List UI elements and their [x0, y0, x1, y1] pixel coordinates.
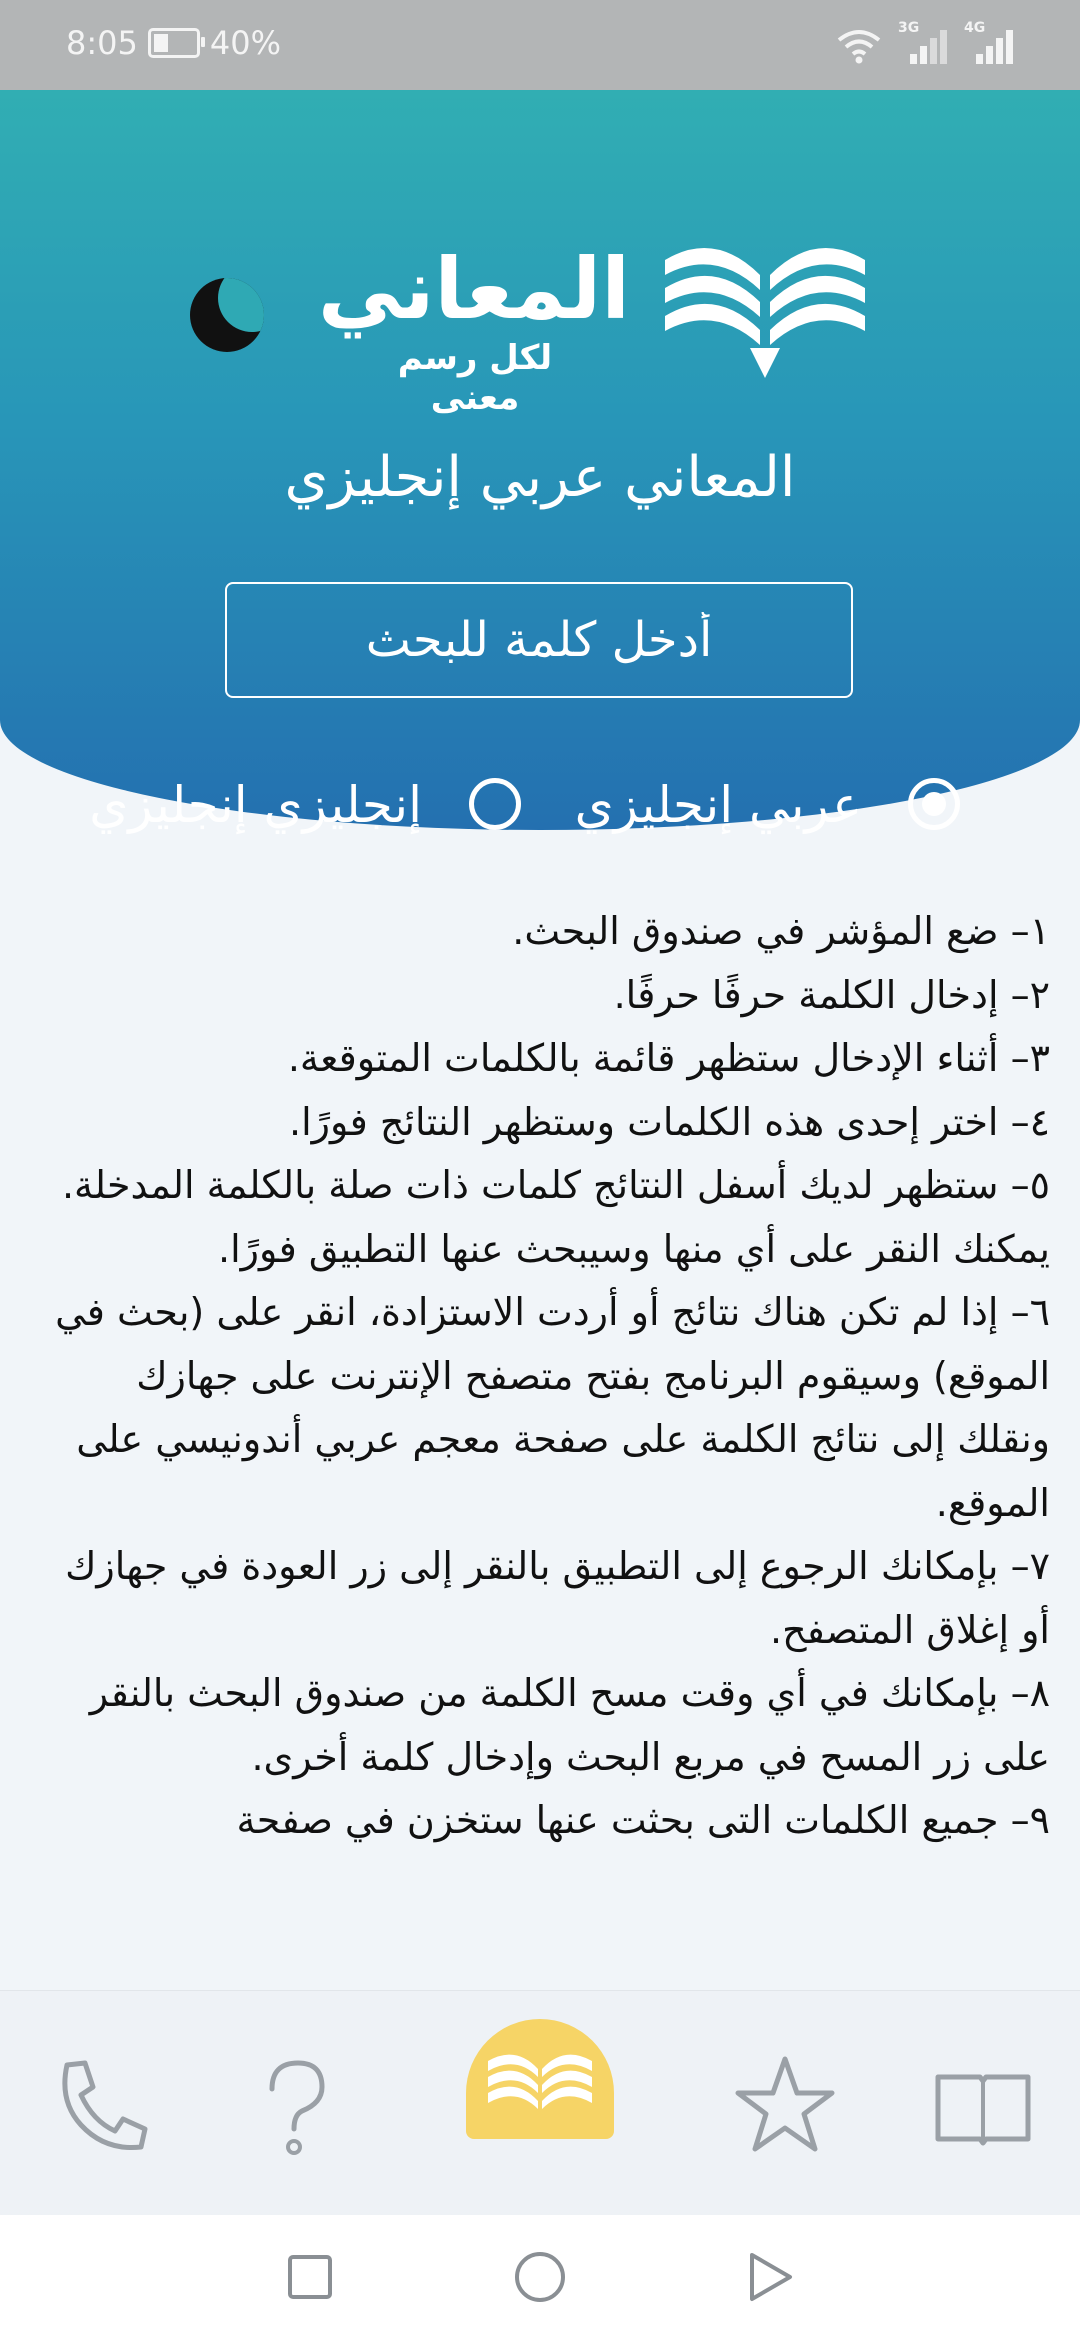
instruction-item: ٦– إذا لم تكن هناك نتائج أو أردت الاستزادة، انقر على (بحث في الموقع) وسيقوم البرنامج بفتح متصفح الإنترنت على جهازك ونقلك إلى نتائج الكلمة على صفحة معجم عربي أندونيسي على الموقع.	[55, 1290, 1050, 1525]
dark-mode-moon-icon[interactable]	[190, 278, 264, 352]
search-input[interactable]	[225, 582, 853, 698]
bottom-nav	[0, 1990, 1080, 2216]
app-header	[0, 90, 1080, 834]
status-right	[836, 20, 1014, 64]
radio-arabic-english[interactable]	[908, 778, 960, 830]
instruction-item: ٢– إدخال الكلمة حرفًا حرفًا.	[613, 972, 1050, 1017]
status-bar	[0, 0, 1080, 90]
open-book-logo-icon	[655, 230, 875, 380]
instruction-item: ٧– بإمكانك الرجوع إلى التطبيق بالنقر إلى زر العودة في جهازك أو إغلاق المتصفح.	[65, 1544, 1050, 1652]
signal-4g-icon	[962, 20, 1014, 64]
radio-label-arabic-english[interactable]: عربي إنجليزي	[574, 776, 862, 834]
instruction-item: ٣– أثناء الإدخال ستظهر قائمة بالكلمات المتوقعة.	[287, 1036, 1050, 1080]
dictionary-mode-selector	[0, 770, 1080, 840]
signal-3g-icon	[896, 20, 948, 64]
instruction-item: ١– ضع المؤشر في صندوق البحث.	[512, 909, 1050, 953]
battery-percent: 40%	[209, 24, 281, 62]
home-book-icon	[466, 2031, 614, 2131]
network-3g-label: 3G	[898, 20, 920, 36]
status-time: 8:05	[66, 24, 138, 62]
phone-icon[interactable]	[45, 2051, 155, 2161]
instruction-item: ٥– ستظهر لديك أسفل النتائج كلمات ذات صلة بالكلمة المدخلة. يمكنك النقر على أي منها وسيبحث عنها التطبيق فورًا.	[61, 1163, 1050, 1271]
logo-title: المعاني	[317, 240, 630, 338]
wifi-icon	[836, 28, 882, 64]
recent-apps-icon[interactable]	[270, 2215, 350, 2340]
radio-label-english-english[interactable]: إنجليزي إنجليزي	[89, 776, 422, 834]
instruction-item: ٨– بإمكانك في أي وقت مسح الكلمة من صندوق البحث بالنقر على زر المسح في مربع البحث وإدخال كلمة أخرى.	[89, 1671, 1050, 1779]
home-circle-icon[interactable]	[500, 2215, 580, 2340]
system-nav-bar	[0, 2215, 1080, 2340]
back-triangle-icon[interactable]	[730, 2215, 810, 2340]
star-icon[interactable]	[730, 2051, 840, 2161]
logo-tagline: لكل رسم معنى	[397, 338, 553, 418]
status-left	[66, 24, 281, 62]
instructions-list	[40, 900, 1050, 1990]
home-button[interactable]	[466, 2019, 614, 2139]
page-title: المعاني عربي إنجليزي	[284, 445, 796, 510]
instruction-item: ٩– جميع الكلمات التى بحثت عنها ستخزن في صفحة	[236, 1798, 1050, 1842]
help-icon[interactable]	[240, 2051, 350, 2161]
battery-icon	[148, 28, 200, 58]
radio-english-english[interactable]	[469, 778, 521, 830]
instruction-item: ٤– اختر إحدى هذه الكلمات وستظهر النتائج فورًا.	[289, 1099, 1050, 1144]
book-icon[interactable]	[928, 2051, 1038, 2161]
network-4g-label: 4G	[964, 20, 986, 36]
app-logo	[317, 230, 880, 418]
